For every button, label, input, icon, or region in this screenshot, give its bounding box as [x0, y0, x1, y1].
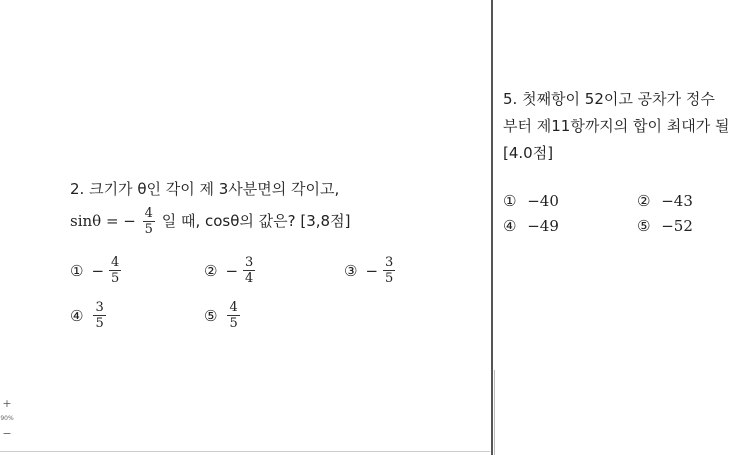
question-2-line-1: 2. 크기가 θ인 각이 제 3사분면의 각이고, [70, 180, 340, 198]
q2-choice-5[interactable] [204, 300, 242, 331]
choice-numerator: 3 [245, 255, 254, 270]
choice-marker: ④ [70, 306, 84, 325]
choice-marker: ⑤ [637, 217, 651, 235]
q5-choice-1[interactable] [503, 192, 559, 210]
choice-numerator: 4 [229, 300, 238, 315]
choice-marker: ③ [344, 261, 358, 280]
choice-numerator: 3 [385, 255, 394, 270]
question-5-line-1: 5. 첫째항이 52이고 공차가 정수 [503, 90, 715, 108]
choice-value: −52 [661, 217, 693, 235]
q2-choice-1[interactable] [70, 255, 123, 286]
question-2-line-2 [70, 206, 350, 237]
zoom-in-button[interactable]: + [2, 397, 12, 410]
choice-marker: ④ [503, 217, 517, 235]
choice-denominator: 5 [229, 316, 238, 331]
q5-choice-5[interactable] [637, 217, 693, 235]
choice-fraction [383, 255, 395, 286]
choice-denominator: 5 [111, 271, 120, 286]
q2-choice-3[interactable] [344, 255, 397, 286]
sin-fraction [143, 206, 155, 237]
sin-equation: sinθ = − [70, 212, 136, 230]
page-divider [491, 0, 493, 455]
choice-value: −43 [661, 192, 693, 210]
choice-fraction [109, 255, 121, 286]
choice-numerator: 3 [95, 300, 104, 315]
question-2-line-2-tail: 일 때, cosθ의 값은? [3,8점] [161, 212, 351, 230]
choice-denominator: 4 [245, 271, 254, 286]
q2-choice-4[interactable] [70, 300, 108, 331]
choice-denominator: 5 [385, 271, 394, 286]
q5-choice-4[interactable] [503, 217, 559, 235]
choice-sign: − [91, 261, 105, 280]
fraction-denominator: 5 [144, 222, 153, 237]
question-5-line-2: 부터 제11항까지의 합이 최대가 될 [503, 117, 730, 135]
choice-fraction [243, 255, 255, 286]
q2-choice-2[interactable] [204, 255, 257, 286]
choice-fraction [227, 300, 239, 331]
choice-numerator: 4 [111, 255, 120, 270]
page-edge-line [494, 370, 495, 455]
choice-marker: ⑤ [204, 306, 218, 325]
choice-marker: ② [637, 192, 651, 210]
choice-value: −40 [527, 192, 559, 210]
choice-sign: − [365, 261, 379, 280]
choice-fraction [93, 300, 105, 331]
choice-marker: ② [204, 261, 218, 280]
choice-value: −49 [527, 217, 559, 235]
page-bottom-edge [0, 451, 490, 452]
zoom-control [0, 398, 14, 440]
q5-choice-2[interactable] [637, 192, 693, 210]
zoom-out-button[interactable]: − [2, 427, 12, 440]
fraction-numerator: 4 [144, 206, 153, 221]
choice-marker: ① [70, 261, 84, 280]
choice-sign: − [225, 261, 239, 280]
question-5-line-3: [4.0점] [503, 144, 554, 162]
zoom-level: 90% [0, 415, 14, 422]
choice-denominator: 5 [95, 316, 104, 331]
choice-marker: ① [503, 192, 517, 210]
